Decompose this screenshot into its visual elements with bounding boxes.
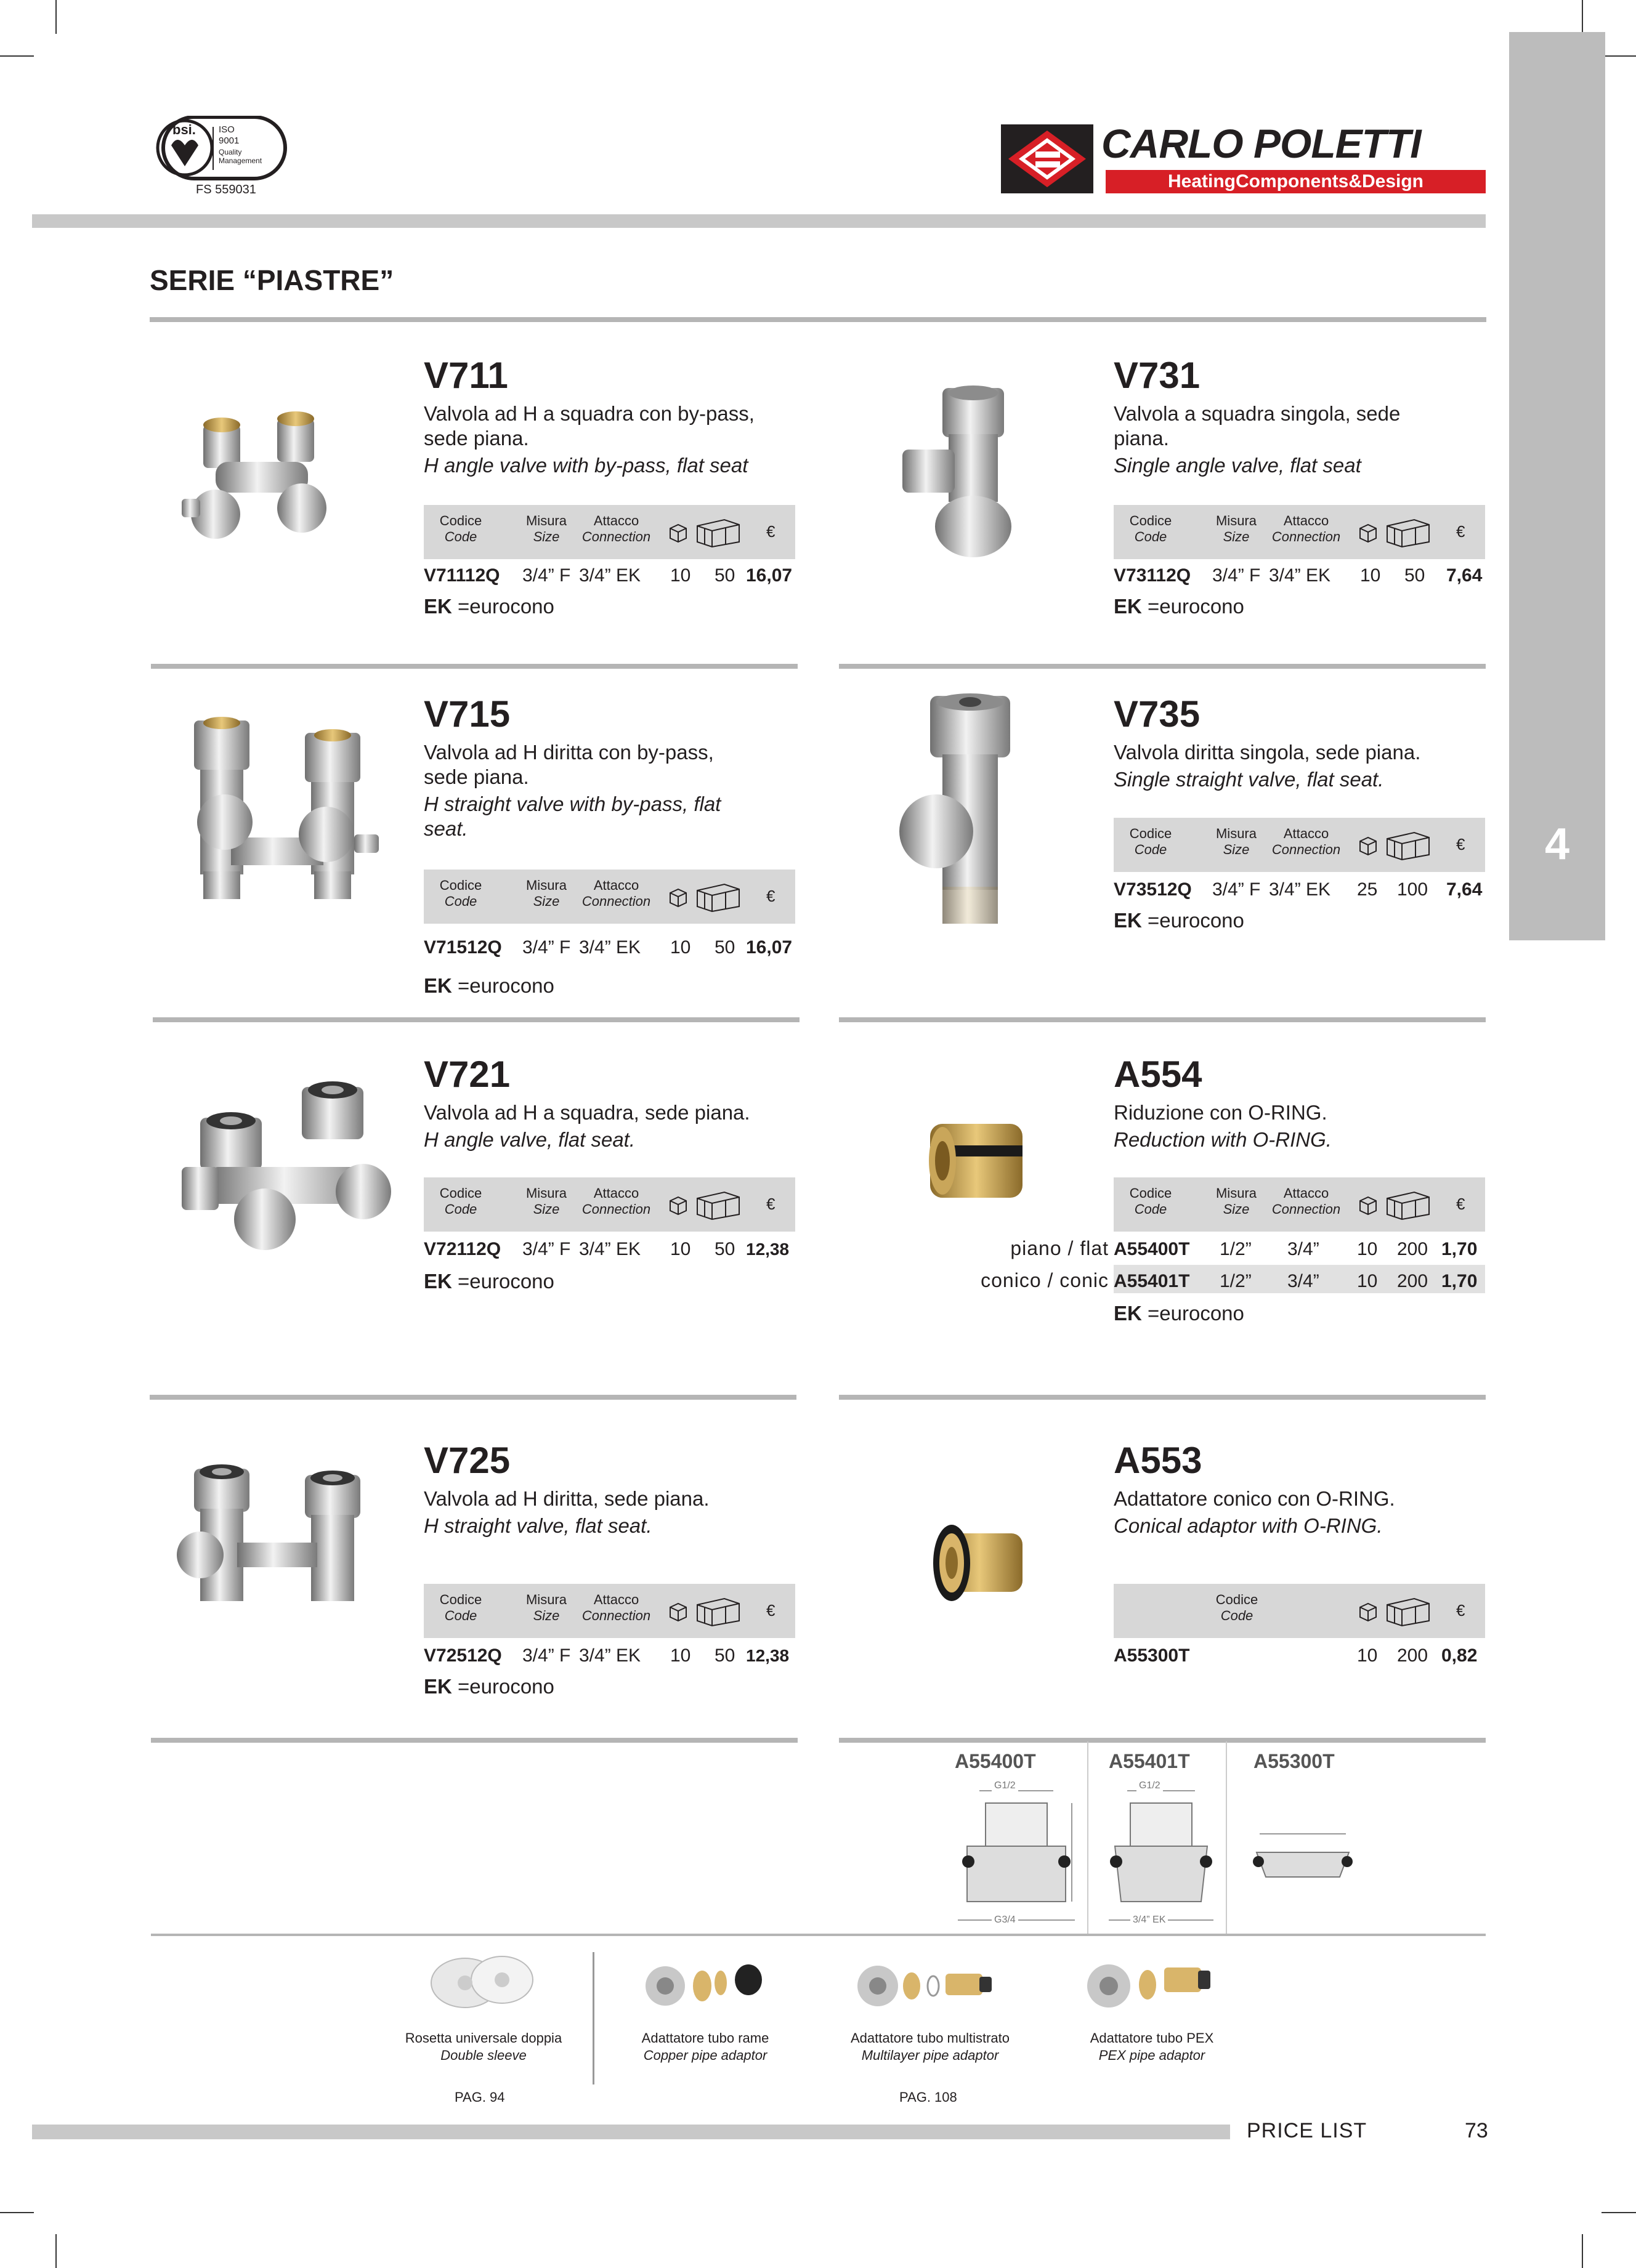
row-connection: 3/4” EK <box>579 1239 641 1259</box>
ek-meaning: =eurocono <box>452 1270 554 1293</box>
single-box-icon <box>668 887 689 908</box>
row-label-flat: piano / flat <box>1010 1237 1109 1259</box>
single-box-icon <box>1358 1601 1379 1622</box>
header-size-it: Misura <box>525 878 567 893</box>
description-it: Adattatore conico con O-RING. <box>1114 1487 1395 1510</box>
product-code: V711 <box>424 355 508 396</box>
dim-label: G3/4 <box>992 1915 1018 1926</box>
ek-meaning: =eurocono <box>1141 1302 1244 1325</box>
ek-meaning: =eurocono <box>452 974 554 997</box>
page-number: 73 <box>1465 2119 1488 2142</box>
currency-symbol: € <box>766 887 775 905</box>
product-code: V721 <box>424 1054 511 1095</box>
ek-meaning: =eurocono <box>1141 595 1244 618</box>
crop-mark <box>55 2234 57 2268</box>
row-qty-box: 10 <box>670 1239 691 1259</box>
technical-drawings <box>930 1741 1380 1935</box>
carton-box-icon <box>1386 830 1430 861</box>
dim-label: G1/2 <box>1136 1780 1163 1791</box>
crop-mark <box>55 0 57 34</box>
description-it: Valvola diritta singola, sede piana. <box>1114 741 1421 764</box>
table-row <box>424 937 795 958</box>
table-header <box>424 505 795 559</box>
product-code: A554 <box>1114 1054 1202 1095</box>
description-en: H angle valve, flat seat. <box>424 1128 636 1151</box>
header-size-en: Size <box>533 1201 560 1217</box>
row-qty-carton: 200 <box>1397 1271 1428 1291</box>
crop-mark <box>1582 2234 1583 2268</box>
row-connection: 3/4” EK <box>1269 879 1331 900</box>
description-it: Valvola ad H diritta, sede piana. <box>424 1487 710 1510</box>
drawing-separator <box>1226 1741 1227 1935</box>
caption-en: Copper pipe adaptor <box>643 2048 767 2063</box>
row-size: 1/2” <box>1220 1239 1252 1259</box>
product-v715 <box>424 693 793 841</box>
drawing-label: A55400T <box>955 1750 1036 1772</box>
header-conn-en: Connection <box>581 1201 651 1217</box>
crop-mark <box>1582 0 1583 34</box>
carton-box-icon <box>696 882 740 913</box>
header-code-en: Code <box>444 894 477 909</box>
crop-mark <box>0 2212 34 2213</box>
ek-abbr: EK <box>1114 1302 1142 1325</box>
caption-en: Multilayer pipe adaptor <box>861 2048 999 2063</box>
copper-pipe-adaptor-image <box>644 1952 767 2011</box>
single-box-icon <box>668 522 689 543</box>
row-price: 16,07 <box>746 937 793 958</box>
row-code: V71512Q <box>424 937 502 958</box>
row-connection: 3/4” EK <box>579 565 641 586</box>
header-conn-en: Connection <box>581 1608 651 1623</box>
brand-name: CARLO POLETTI <box>1101 121 1421 166</box>
table-row <box>424 1645 795 1666</box>
row-code: V72512Q <box>424 1645 502 1666</box>
description-it: Valvola a squadra singola, sede piana. <box>1114 402 1401 450</box>
single-box-icon <box>1358 835 1379 856</box>
header-code-it: Codice <box>439 1592 482 1607</box>
currency-symbol: € <box>1456 1601 1465 1620</box>
section-title: SERIE “PIASTRE” <box>150 264 394 296</box>
ek-meaning: =eurocono <box>452 595 554 618</box>
ek-note <box>1114 595 1244 618</box>
row-size: 1/2” <box>1220 1271 1252 1291</box>
header-code-en: Code <box>1134 529 1167 544</box>
table-header <box>424 1584 795 1638</box>
brand-emblem-icon <box>1001 124 1093 193</box>
table-header <box>1114 1584 1485 1638</box>
ek-abbr: EK <box>424 595 452 618</box>
table-row <box>1114 1645 1485 1666</box>
carton-box-icon <box>1386 517 1430 548</box>
drawing-separator <box>1087 1741 1088 1935</box>
single-box-icon <box>1358 522 1379 543</box>
description-en: H angle valve with by-pass, flat seat <box>424 454 748 477</box>
ek-meaning: =eurocono <box>1141 909 1244 932</box>
accessory-caption <box>622 2030 788 2064</box>
product-code: V715 <box>424 693 511 735</box>
single-box-icon <box>668 1195 689 1216</box>
product-image-v725 <box>176 1463 397 1610</box>
row-qty-box: 10 <box>670 937 691 958</box>
row-qty-carton: 200 <box>1397 1239 1428 1259</box>
row-size: 3/4” F <box>522 565 571 586</box>
row-qty-box: 10 <box>670 1645 691 1666</box>
crop-mark <box>0 55 34 57</box>
row-qty-carton: 50 <box>715 565 735 586</box>
carton-box-icon <box>696 517 740 548</box>
row-qty-box: 10 <box>1360 565 1381 586</box>
bsi-brand: bsi. <box>172 122 196 137</box>
row-code: A55401T <box>1114 1271 1190 1291</box>
header-conn-it: Attacco <box>1283 1185 1329 1201</box>
divider <box>151 664 798 669</box>
row-connection: 3/4” EK <box>579 1645 641 1666</box>
row-qty-carton: 50 <box>1404 565 1425 586</box>
header-code-it: Codice <box>1129 1185 1172 1201</box>
divider <box>150 1395 796 1400</box>
row-connection: 3/4” EK <box>579 937 641 958</box>
row-connection: 3/4” EK <box>1269 565 1331 586</box>
row-price: 1,70 <box>1441 1271 1478 1291</box>
a55401t-drawing <box>1103 1785 1220 1932</box>
product-image-v711 <box>179 406 339 554</box>
header-conn-en: Connection <box>581 529 651 544</box>
cert-line-iso: ISO <box>219 124 235 135</box>
header-code-en: Code <box>1134 842 1167 857</box>
product-v735 <box>1114 693 1483 792</box>
row-qty-box: 10 <box>1357 1239 1378 1259</box>
description-en: Single straight valve, flat seat. <box>1114 768 1384 791</box>
header-code-en: Code <box>444 529 477 544</box>
header-conn-en: Connection <box>1271 529 1341 544</box>
accessories-rule <box>151 1934 1486 1936</box>
description-en: Reduction with O-RING. <box>1114 1128 1332 1151</box>
description-en: H straight valve with by-pass, flat seat. <box>424 793 721 840</box>
description-it: Riduzione con O-RING. <box>1114 1101 1327 1124</box>
row-price: 12,38 <box>746 1646 790 1665</box>
drawing-header <box>930 1741 1380 1743</box>
row-qty-carton: 200 <box>1397 1645 1428 1666</box>
row-price: 16,07 <box>746 565 793 586</box>
row-price: 7,64 <box>1446 565 1483 586</box>
ek-abbr: EK <box>424 1675 452 1698</box>
product-image-v715 <box>176 708 410 918</box>
header-code-en: Code <box>1220 1608 1253 1623</box>
header-conn-en: Connection <box>581 894 651 909</box>
table-row <box>1114 1239 1485 1260</box>
header-size-en: Size <box>1223 529 1250 544</box>
carton-box-icon <box>696 1190 740 1221</box>
row-size: 3/4” F <box>1212 565 1261 586</box>
a55300t-drawing <box>1241 1828 1364 1895</box>
caption-it: Adattatore tubo PEX <box>1090 2030 1214 2046</box>
header-conn-it: Attacco <box>593 1185 639 1201</box>
section-rule <box>150 317 1486 322</box>
footer-label: PRICE LIST <box>1247 2119 1367 2142</box>
description-it: Valvola ad H a squadra con by-pass, sede piana. <box>424 402 755 450</box>
caption-it: Adattatore tubo multistrato <box>850 2030 1010 2046</box>
header-code-en: Code <box>444 1201 477 1217</box>
cert-line-9001: 9001 <box>219 135 240 146</box>
carton-box-icon <box>1386 1596 1430 1627</box>
row-size: 3/4” F <box>522 1239 571 1259</box>
header-code-it: Codice <box>1215 1592 1258 1607</box>
table-row <box>1114 879 1485 900</box>
header-code-it: Codice <box>1129 513 1172 528</box>
a55400t-drawing <box>955 1785 1078 1932</box>
row-size: 3/4” F <box>522 1645 571 1666</box>
ek-abbr: EK <box>424 974 452 997</box>
row-qty-carton: 50 <box>715 1645 735 1666</box>
header-size-en: Size <box>533 894 560 909</box>
ek-abbr: EK <box>1114 909 1142 932</box>
table-row <box>1114 565 1485 586</box>
drawing-label: A55401T <box>1109 1750 1190 1772</box>
row-qty-carton: 50 <box>715 937 735 958</box>
caption-en: PEX pipe adaptor <box>1098 2048 1205 2063</box>
row-code: V73112Q <box>1114 565 1191 586</box>
chapter-number: 4 <box>1544 820 1570 869</box>
row-label-conic: conico / conic <box>981 1269 1109 1291</box>
row-price: 0,82 <box>1441 1645 1478 1666</box>
table-row <box>1114 1271 1485 1292</box>
product-v711 <box>424 357 793 478</box>
carton-box-icon <box>696 1596 740 1627</box>
header-size-en: Size <box>533 1608 560 1623</box>
row-qty-box: 10 <box>1357 1645 1378 1666</box>
single-box-icon <box>668 1601 689 1622</box>
header-size-it: Misura <box>1215 1185 1257 1201</box>
footer-bar <box>32 2125 1230 2139</box>
ek-meaning: =eurocono <box>452 1675 554 1698</box>
ek-abbr: EK <box>424 1270 452 1293</box>
header-size-en: Size <box>1223 842 1250 857</box>
header-conn-it: Attacco <box>1283 826 1329 841</box>
product-v721 <box>424 1056 793 1152</box>
table-row <box>424 565 795 586</box>
product-image-a554 <box>918 1112 1041 1210</box>
product-image-v721 <box>172 1075 413 1259</box>
product-image-v735 <box>893 690 1047 930</box>
crop-mark <box>1602 2212 1636 2213</box>
description-en: H straight valve, flat seat. <box>424 1514 652 1537</box>
accessories-separator <box>593 1952 594 2084</box>
cert-number: FS 559031 <box>196 183 256 196</box>
currency-symbol: € <box>1456 1195 1465 1213</box>
header-size-it: Misura <box>525 1592 567 1607</box>
accessory-caption <box>828 2030 1032 2064</box>
double-sleeve-image <box>428 1952 536 2011</box>
multilayer-pipe-adaptor-image <box>853 1952 995 2011</box>
row-qty-box: 10 <box>1357 1271 1378 1291</box>
header-size-en: Size <box>1223 1201 1250 1217</box>
description-en: Conical adaptor with O-RING. <box>1114 1514 1383 1537</box>
ek-note <box>1114 1302 1244 1325</box>
divider <box>151 1738 798 1743</box>
header-conn-it: Attacco <box>593 1592 639 1607</box>
product-v725 <box>424 1442 793 1538</box>
product-code: V731 <box>1114 355 1201 396</box>
chapter-tab <box>1509 32 1605 940</box>
ek-note <box>424 595 554 618</box>
divider <box>839 1395 1486 1400</box>
currency-symbol: € <box>1456 522 1465 541</box>
currency-symbol: € <box>766 522 775 541</box>
ek-note <box>424 1675 554 1698</box>
row-code: A55300T <box>1114 1645 1190 1666</box>
row-code: V71112Q <box>424 565 500 586</box>
row-qty-box: 25 <box>1357 879 1378 900</box>
description-it: Valvola ad H diritta con by-pass, sede piana. <box>424 741 714 788</box>
table-header <box>424 1177 795 1232</box>
row-size: 3/4” F <box>1212 879 1261 900</box>
iso-certification-logo <box>151 116 299 182</box>
header-conn-en: Connection <box>1271 842 1341 857</box>
row-qty-carton: 50 <box>715 1239 735 1259</box>
carton-box-icon <box>1386 1190 1430 1221</box>
header-conn-it: Attacco <box>593 513 639 528</box>
row-code: A55400T <box>1114 1239 1190 1259</box>
header-size-en: Size <box>533 529 560 544</box>
accessory-caption <box>1059 2030 1244 2064</box>
single-box-icon <box>1358 1195 1379 1216</box>
product-v731 <box>1114 357 1483 478</box>
row-price: 1,70 <box>1441 1239 1478 1259</box>
header-conn-it: Attacco <box>593 878 639 893</box>
page-reference[interactable]: PAG. 108 <box>899 2089 957 2105</box>
caption-en: Double sleeve <box>440 2048 527 2063</box>
brand-tagline: HeatingComponents&Design <box>1167 171 1424 192</box>
header-code-it: Codice <box>439 513 482 528</box>
header-code-en: Code <box>444 1608 477 1623</box>
ek-note <box>1114 909 1244 932</box>
product-image-a553 <box>918 1515 1035 1607</box>
header-code-it: Codice <box>1129 826 1172 841</box>
caption-it: Rosetta universale doppia <box>405 2030 562 2046</box>
header-conn-en: Connection <box>1271 1201 1341 1217</box>
row-price: 12,38 <box>746 1240 790 1259</box>
row-connection: 3/4” <box>1287 1271 1319 1291</box>
table-header <box>424 870 795 924</box>
caption-it: Adattatore tubo rame <box>641 2030 769 2046</box>
header-code-en: Code <box>1134 1201 1167 1217</box>
divider <box>153 1017 800 1022</box>
accessory-caption <box>388 2030 579 2064</box>
header-size-it: Misura <box>525 1185 567 1201</box>
product-code: V725 <box>424 1440 511 1481</box>
description-en: Single angle valve, flat seat <box>1114 454 1361 477</box>
row-connection: 3/4” <box>1287 1239 1319 1259</box>
row-code: V73512Q <box>1114 879 1192 900</box>
row-qty-carton: 100 <box>1397 879 1428 900</box>
header-size-it: Misura <box>1215 826 1257 841</box>
page-reference[interactable]: PAG. 94 <box>455 2089 505 2105</box>
ek-abbr: EK <box>1114 595 1142 618</box>
row-qty-box: 10 <box>670 565 691 586</box>
product-code: A553 <box>1114 1440 1202 1481</box>
header-code-it: Codice <box>439 1185 482 1201</box>
table-header <box>1114 818 1485 872</box>
header-conn-it: Attacco <box>1283 513 1329 528</box>
description-it: Valvola ad H a squadra, sede piana. <box>424 1101 750 1124</box>
table-header <box>1114 505 1485 559</box>
cert-line-quality: Quality <box>219 148 242 156</box>
drawing-label: A55300T <box>1253 1750 1335 1772</box>
divider <box>839 664 1486 669</box>
ek-note <box>424 974 554 998</box>
row-code: V72112Q <box>424 1239 501 1259</box>
pex-pipe-adaptor-image <box>1081 1949 1213 2011</box>
divider <box>839 1017 1486 1022</box>
dim-label: G1/2 <box>992 1780 1018 1791</box>
cert-line-management: Management <box>219 156 262 165</box>
ek-note <box>424 1270 554 1293</box>
dim-label: 3/4” EK <box>1130 1915 1168 1926</box>
product-image-v731 <box>896 382 1038 560</box>
table-header <box>1114 1177 1485 1232</box>
header-code-it: Codice <box>439 878 482 893</box>
header-size-it: Misura <box>1215 513 1257 528</box>
header-size-it: Misura <box>525 513 567 528</box>
header-rule <box>32 214 1486 228</box>
product-a553 <box>1114 1442 1483 1538</box>
row-size: 3/4” F <box>522 937 571 958</box>
table-row <box>424 1239 795 1260</box>
row-price: 7,64 <box>1446 879 1483 900</box>
product-code: V735 <box>1114 693 1201 735</box>
crop-mark <box>1602 55 1636 57</box>
currency-symbol: € <box>766 1601 775 1620</box>
currency-symbol: € <box>1456 835 1465 854</box>
currency-symbol: € <box>766 1195 775 1213</box>
product-a554 <box>1114 1056 1483 1152</box>
